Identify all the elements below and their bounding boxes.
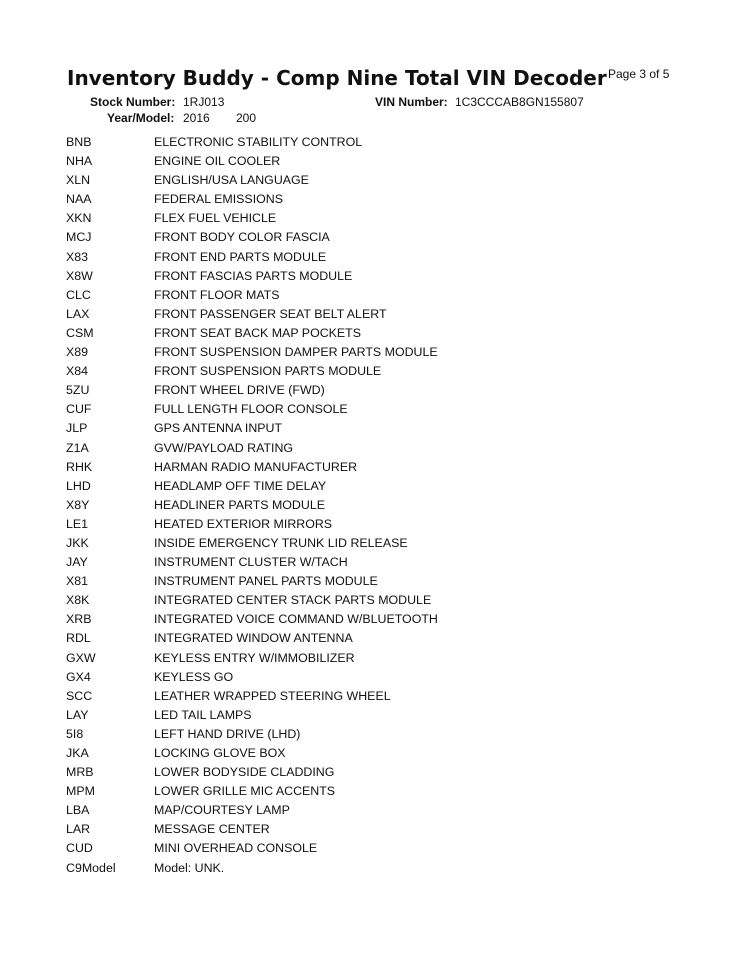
- option-code: GXW: [66, 650, 96, 665]
- option-description: INSTRUMENT CLUSTER W/TACH: [154, 555, 348, 570]
- option-code: CLC: [66, 287, 91, 302]
- option-row: [66, 477, 574, 496]
- option-code: GX4: [66, 669, 91, 684]
- option-description: ELECTRONIC STABILITY CONTROL: [154, 135, 363, 149]
- option-code: CSM: [66, 325, 94, 340]
- option-row: [66, 744, 574, 763]
- option-description: LED TAIL LAMPS: [154, 707, 252, 722]
- vin-number-label: VIN Number:: [375, 95, 448, 109]
- option-code: RDL: [66, 631, 91, 646]
- option-code: LAR: [66, 822, 91, 837]
- option-row: [66, 324, 574, 343]
- vin-number-value: 1C3CCCAB8GN155807: [455, 95, 584, 109]
- option-description: GVW/PAYLOAD RATING: [154, 440, 294, 455]
- option-row: [66, 267, 574, 286]
- option-description: LOWER GRILLE MIC ACCENTS: [154, 784, 336, 799]
- option-description: INTEGRATED VOICE COMMAND W/BLUETOOTH: [154, 612, 438, 627]
- option-description: FEDERAL EMISSIONS: [154, 192, 283, 207]
- option-description: HEATED EXTERIOR MIRRORS: [154, 516, 333, 531]
- option-row: [66, 419, 574, 438]
- option-row: [66, 591, 574, 610]
- option-code: LAX: [66, 306, 90, 321]
- option-row: [66, 381, 574, 400]
- option-code: MCJ: [66, 230, 92, 245]
- option-description: INTEGRATED WINDOW ANTENNA: [154, 631, 353, 646]
- option-code: LHD: [66, 478, 91, 493]
- option-row: [66, 343, 574, 362]
- option-description: FRONT BODY COLOR FASCIA: [154, 230, 330, 245]
- option-description: FRONT SUSPENSION DAMPER PARTS MODULE: [154, 345, 438, 360]
- option-row: [66, 152, 574, 171]
- option-row: [66, 725, 574, 744]
- option-description: INSTRUMENT PANEL PARTS MODULE: [154, 574, 378, 589]
- option-description: KEYLESS GO: [154, 669, 234, 684]
- option-code: JAY: [66, 555, 88, 570]
- option-code: MPM: [66, 784, 95, 799]
- option-row: [66, 439, 574, 458]
- option-code: X81: [66, 574, 89, 589]
- option-row: [66, 668, 574, 687]
- option-description: MESSAGE CENTER: [154, 822, 270, 837]
- option-description: Model: UNK.: [154, 860, 225, 875]
- option-code: XRB: [66, 612, 92, 627]
- option-description: FRONT END PARTS MODULE: [154, 249, 327, 264]
- option-code: JLP: [66, 421, 88, 436]
- option-row: [66, 248, 574, 267]
- option-row: [66, 171, 574, 190]
- option-code: JKK: [66, 535, 89, 550]
- option-row: [66, 286, 574, 305]
- option-description: LEFT HAND DRIVE (LHD): [154, 726, 301, 741]
- option-row: [66, 839, 574, 858]
- option-row: [66, 458, 574, 477]
- option-description: FRONT SUSPENSION PARTS MODULE: [154, 364, 382, 379]
- option-description: LOWER BODYSIDE CLADDING: [154, 765, 335, 780]
- option-description: FRONT WHEEL DRIVE (FWD): [154, 383, 325, 398]
- option-row: [66, 228, 574, 247]
- option-code: XLN: [66, 173, 91, 188]
- option-description: FLEX FUEL VEHICLE: [154, 211, 277, 226]
- model-value: 200: [236, 111, 257, 125]
- option-code: LE1: [66, 516, 89, 531]
- option-row: [66, 763, 574, 782]
- option-code: NAA: [66, 192, 92, 207]
- year-model-label: Year/Model:: [107, 111, 175, 125]
- page-number: Page 3 of 5: [608, 67, 670, 81]
- option-row: [66, 496, 574, 515]
- option-code: X8Y: [66, 497, 90, 512]
- option-code: C9Model: [66, 860, 116, 875]
- option-row: [66, 782, 574, 801]
- option-code: LAY: [66, 707, 89, 722]
- option-description: GPS ANTENNA INPUT: [154, 421, 283, 436]
- option-description: FRONT PASSENGER SEAT BELT ALERT: [154, 306, 387, 321]
- option-code: X83: [66, 249, 89, 264]
- option-row: [66, 687, 574, 706]
- option-row: [66, 820, 574, 839]
- option-code: X8K: [66, 593, 90, 608]
- option-description: FULL LENGTH FLOOR CONSOLE: [154, 402, 348, 417]
- option-row: [66, 706, 574, 725]
- option-description: LEATHER WRAPPED STEERING WHEEL: [154, 688, 391, 703]
- option-description: FRONT FLOOR MATS: [154, 287, 280, 302]
- option-row: [66, 515, 574, 534]
- option-code: RHK: [66, 459, 93, 474]
- stock-number-value: 1RJ013: [183, 95, 225, 109]
- option-row: [66, 362, 574, 381]
- option-row: [66, 209, 574, 228]
- option-description: MINI OVERHEAD CONSOLE: [154, 841, 318, 856]
- option-row: [66, 133, 574, 152]
- report-title: Inventory Buddy - Comp Nine Total VIN Decoder: [67, 66, 607, 90]
- option-code: CUF: [66, 402, 92, 417]
- year-value: 2016: [183, 111, 210, 125]
- option-code: 5I8: [66, 726, 84, 741]
- option-description: ENGINE OIL COOLER: [154, 154, 281, 169]
- option-code: X8W: [66, 268, 93, 283]
- option-row: [66, 629, 574, 648]
- option-code: BNB: [66, 135, 92, 149]
- option-description: ENGLISH/USA LANGUAGE: [154, 173, 309, 188]
- option-description: FRONT SEAT BACK MAP POCKETS: [154, 325, 362, 340]
- option-row: [66, 610, 574, 629]
- option-description: HARMAN RADIO MANUFACTURER: [154, 459, 358, 474]
- option-row: [66, 190, 574, 209]
- option-code: 5ZU: [66, 383, 90, 398]
- option-row: [66, 801, 574, 820]
- option-row: [66, 859, 574, 878]
- option-row: [66, 400, 574, 419]
- option-code: Z1A: [66, 440, 89, 455]
- option-description: FRONT FASCIAS PARTS MODULE: [154, 268, 353, 283]
- option-code: SCC: [66, 688, 93, 703]
- stock-number-label: Stock Number:: [90, 95, 176, 109]
- option-description: INSIDE EMERGENCY TRUNK LID RELEASE: [154, 535, 408, 550]
- option-row: [66, 534, 574, 553]
- option-code: MRB: [66, 765, 94, 780]
- option-row: [66, 572, 574, 591]
- option-code: NHA: [66, 154, 93, 169]
- option-code: XKN: [66, 211, 92, 226]
- option-description: INTEGRATED CENTER STACK PARTS MODULE: [154, 593, 432, 608]
- option-description: HEADLINER PARTS MODULE: [154, 497, 325, 512]
- option-code: X89: [66, 345, 89, 360]
- option-code: X84: [66, 364, 89, 379]
- option-row: [66, 553, 574, 572]
- option-code: LBA: [66, 803, 90, 818]
- option-row: [66, 305, 574, 324]
- option-code: JKA: [66, 746, 89, 760]
- option-description: MAP/COURTESY LAMP: [154, 803, 290, 818]
- option-code: CUD: [66, 841, 93, 856]
- option-description: LOCKING GLOVE BOX: [154, 746, 286, 760]
- option-description: KEYLESS ENTRY W/IMMOBILIZER: [154, 650, 355, 665]
- option-row: [66, 649, 574, 668]
- option-code-list: [66, 133, 574, 878]
- option-description: HEADLAMP OFF TIME DELAY: [154, 478, 327, 493]
